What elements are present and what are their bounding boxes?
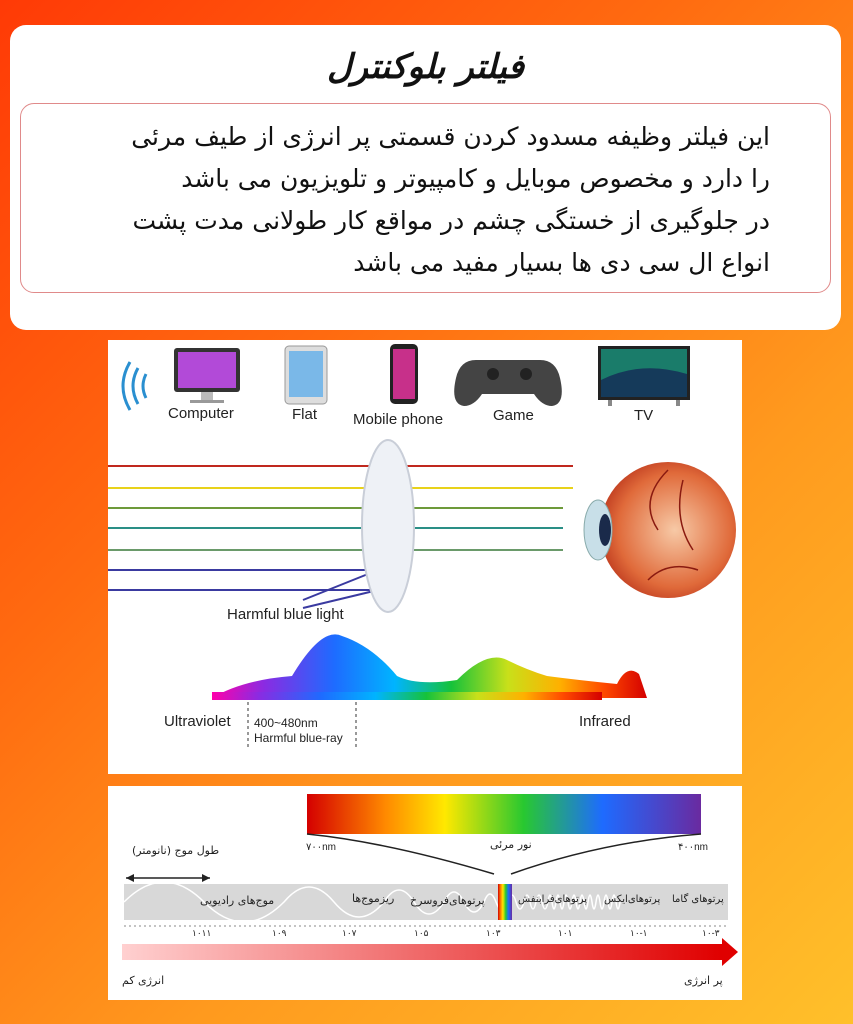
spectrum-graphics: [108, 786, 742, 1000]
high-energy-label: پر انرژی: [684, 974, 723, 987]
energy-bar: [122, 944, 722, 960]
label-game: Game: [493, 407, 534, 424]
band-ultraviolet: پرتوهای‌فرابنفش: [518, 894, 588, 905]
spectrum-curve: [212, 634, 647, 698]
band-microwave: ریزموج‌ها: [352, 892, 395, 905]
harmful-blue-light-label: Harmful blue light: [227, 606, 344, 623]
eye-illustration: [584, 462, 736, 598]
info-card: [10, 25, 841, 330]
blue-light-diagram: [108, 340, 742, 774]
computer-icon: [174, 348, 240, 403]
label-flat: Flat: [292, 406, 318, 423]
tick-1e-1: ۱۰-۱: [630, 928, 648, 938]
nm-700-label: ۷۰۰nm: [306, 842, 337, 853]
wavelength-label: طول موج (نانومتر): [132, 844, 220, 857]
electromagnetic-spectrum-diagram: [108, 786, 742, 1000]
low-energy-label: انرژی کم: [122, 974, 165, 987]
tick-1e7: ۱۰۷: [342, 928, 357, 938]
label-mobile-phone: Mobile phone: [353, 411, 444, 428]
description-line-1: این فیلتر وظیفه مسدود کردن قسمتی پر انرژی از طیف مرئی: [131, 122, 770, 151]
infrared-label: Infrared: [579, 713, 631, 730]
band-infrared: پرتوهای‌فروسرخ: [410, 894, 485, 907]
lens: [362, 440, 414, 612]
label-tv: TV: [634, 407, 654, 424]
label-computer: Computer: [168, 405, 234, 422]
band-radio: موج‌های رادیویی: [200, 894, 275, 907]
visible-slice: [498, 884, 512, 920]
visible-light-label: نور مرئی: [490, 838, 532, 851]
mobile-phone-icon: [390, 344, 418, 404]
wifi-icon: [123, 362, 146, 410]
description-line-2: را دارد و مخصوص موبایل و کامپیوتر و تلویزیون می باشد: [181, 164, 770, 193]
light-rays: [108, 466, 573, 608]
tick-1e5: ۱۰۵: [414, 928, 429, 938]
visible-light-bar: [307, 794, 701, 834]
description-line-3: در جلوگیری از خستگی چشم در مواقع کار طولانی مدت پشت: [132, 206, 770, 235]
band-gamma: پرتوهای گاما: [672, 894, 724, 905]
ultraviolet-label: Ultraviolet: [164, 713, 231, 730]
tv-icon: [598, 346, 690, 406]
description-line-4: انواع ال سی دی ها بسیار مفید می باشد: [353, 248, 770, 277]
tick-1e11: ۱۰۱۱: [192, 928, 212, 938]
band-xray: پرتوهای‌ایکس: [604, 894, 661, 905]
nm-400-label: ۴۰۰nm: [678, 842, 709, 853]
description-box: [20, 103, 831, 293]
range-label: 400~480nm: [254, 716, 318, 730]
spectrum-bar: [212, 692, 602, 700]
tablet-icon: [285, 346, 327, 404]
card-title: فیلتر بلوکنترل: [326, 47, 525, 87]
tick-1e-3: ۱۰-۳: [702, 928, 720, 938]
tick-1e1: ۱۰۱: [558, 928, 573, 938]
gamepad-icon: [454, 360, 562, 406]
tick-1e9: ۱۰۹: [272, 928, 287, 938]
tick-1e3: ۱۰۳: [486, 928, 501, 938]
harmful-blue-ray-label: Harmful blue-ray: [254, 731, 343, 745]
